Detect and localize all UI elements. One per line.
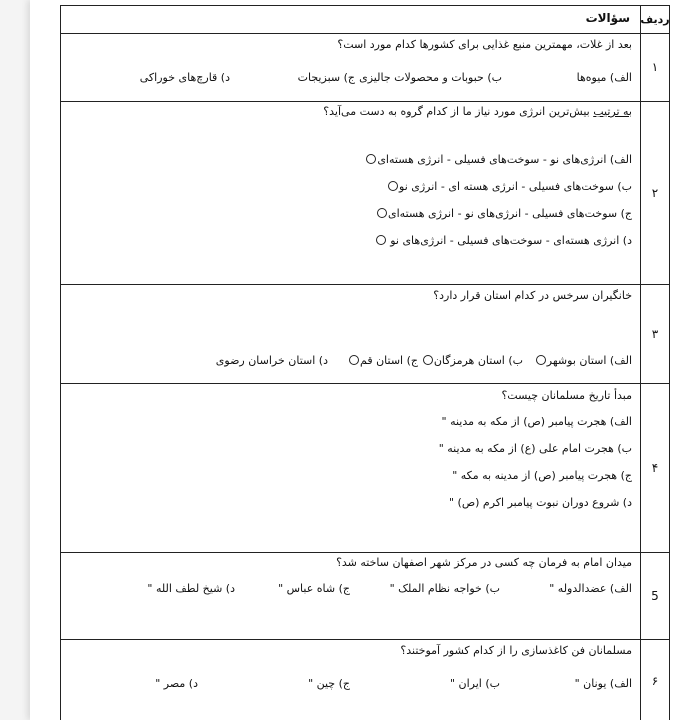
- question-number: ۳: [640, 284, 669, 383]
- question-text: میدان امام به فرمان چه کسی در مرکز شهر اصفهان ساخته شد؟: [336, 556, 632, 569]
- option-d[interactable]: د) انرژی هسته‌ای - سوخت‌های فسیلی - انرژی‌های نو: [375, 234, 632, 247]
- radio-circle-icon[interactable]: [388, 181, 398, 191]
- option-b: ب) خواجه نظام الملک ": [389, 582, 500, 595]
- option-b: ب) ایران ": [449, 677, 500, 690]
- question-text: [323, 105, 632, 118]
- question-row-1: [60, 33, 670, 102]
- question-text: بعد از غلات، مهمترین منبع غذایی برای کشورها کدام مورد است؟: [337, 38, 632, 51]
- option-a: الف) میوه‌ها: [576, 71, 632, 84]
- radio-circle-icon[interactable]: [423, 355, 433, 365]
- radio-circle-icon[interactable]: [376, 235, 386, 245]
- question-row-4: [60, 383, 670, 553]
- question-text-underlined: به ترتیب: [593, 105, 632, 118]
- question-row-6: [60, 639, 670, 720]
- option-c: ج) هجرت پیامبر (ص) از مدینه به مکه ": [452, 469, 632, 482]
- header-row-number: ردیف: [640, 6, 669, 33]
- option-d: د) شیخ لطف الله ": [147, 582, 235, 595]
- exam-sheet: [30, 0, 684, 720]
- option-d: د) قارچ‌های خوراکی: [139, 71, 230, 84]
- question-number: 5: [640, 552, 669, 639]
- radio-circle-icon[interactable]: [366, 154, 376, 164]
- question-text: خانگیران سرخس در کدام استان قرار دارد؟: [433, 289, 632, 302]
- question-row-2: [60, 101, 670, 285]
- option-b[interactable]: ب) استان هرمزگان: [422, 354, 523, 367]
- option-a[interactable]: الف) انرژی‌های نو - سوخت‌های فسیلی - انرژی هسته‌ای: [365, 153, 632, 166]
- option-a: الف) عضدالدوله ": [549, 582, 632, 595]
- option-b: ب) هجرت امام علی (ع) از مکه به مدینه ": [438, 442, 632, 455]
- radio-circle-icon[interactable]: [349, 355, 359, 365]
- table-header: [60, 5, 670, 34]
- question-text: مسلمانان فن کاغذسازی را از کدام کشور آموختند؟: [400, 644, 632, 657]
- radio-circle-icon[interactable]: [377, 208, 387, 218]
- option-c: ج) چین ": [308, 677, 350, 690]
- questions-table: [60, 0, 670, 720]
- option-b[interactable]: ب) سوخت‌های فسیلی - انرژی هسته ای - انرژی نو: [387, 180, 632, 193]
- question-text: مبدأ تاریخ مسلمانان چیست؟: [501, 389, 632, 402]
- option-c: ج) سبزیجات: [297, 71, 355, 84]
- question-number: ۴: [640, 383, 669, 552]
- option-c[interactable]: ج) استان قم: [348, 354, 418, 367]
- question-text-rest: بیش‌ترین انرژی مورد نیاز ما از کدام گروه به دست می‌آید؟: [323, 105, 594, 118]
- option-a: الف) هجرت پیامبر (ص) از مکه به مدینه ": [441, 415, 632, 428]
- question-number: ۲: [640, 101, 669, 284]
- option-a: الف) یونان ": [574, 677, 632, 690]
- question-row-5: [60, 552, 670, 640]
- radio-circle-icon[interactable]: [536, 355, 546, 365]
- option-d: د) استان خراسان رضوی: [215, 354, 328, 367]
- option-b: ب) حبوبات و محصولات جالیزی: [359, 71, 502, 84]
- header-title: سؤالات: [585, 11, 630, 25]
- option-c[interactable]: ج) سوخت‌های فسیلی - انرژی‌های نو - انرژی هسته‌ای: [376, 207, 632, 220]
- question-row-3: [60, 284, 670, 384]
- question-number: ۶: [640, 639, 669, 720]
- option-d: د) مصر ": [155, 677, 198, 690]
- option-a[interactable]: الف) استان بوشهر: [535, 354, 632, 367]
- option-d: د) شروع دوران نبوت پیامبر اکرم (ص) ": [448, 496, 632, 509]
- option-c: ج) شاه عباس ": [278, 582, 350, 595]
- question-number: ۱: [640, 33, 669, 101]
